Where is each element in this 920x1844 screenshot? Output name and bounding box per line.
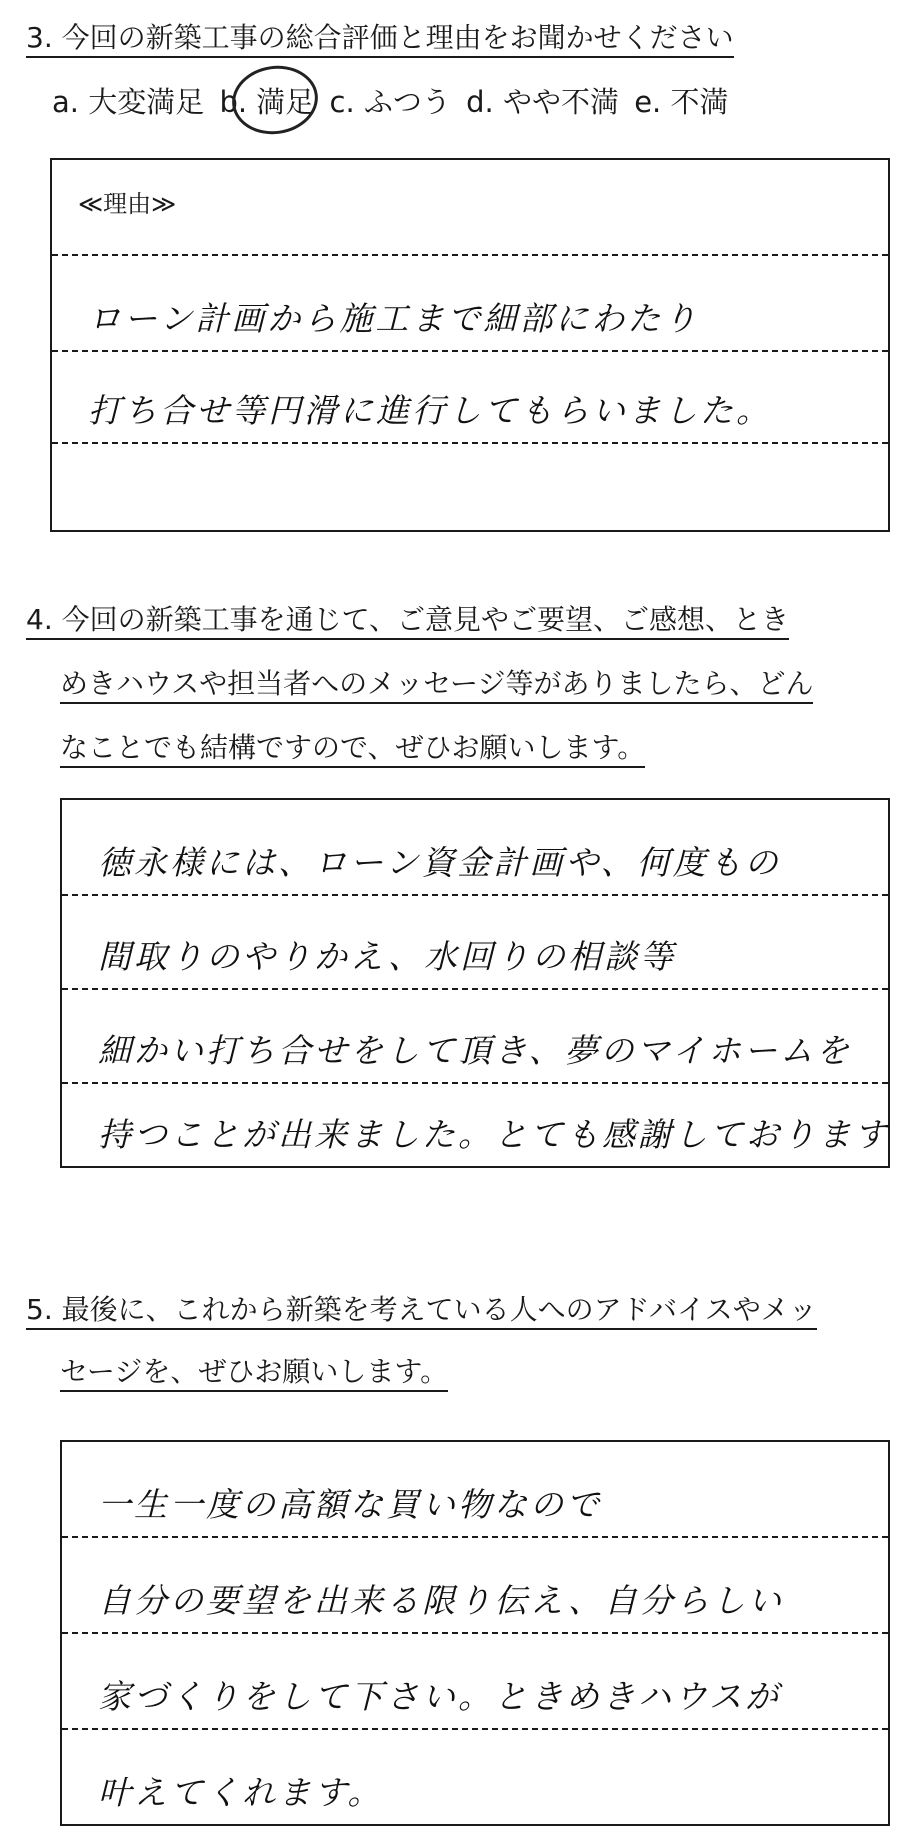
answer-line (52, 352, 888, 444)
q5-answer-box (60, 1440, 890, 1826)
option-c[interactable]: c. ふつう (329, 85, 451, 119)
question-4-line-1: 4. 今回の新築工事を通じて、ご意見やご要望、ご感想、とき (26, 600, 789, 640)
question-4-line-2: めきハウスや担当者へのメッセージ等がありましたら、どん (60, 664, 813, 704)
answer-line (62, 990, 888, 1084)
option-a[interactable]: a. 大変満足 (52, 85, 205, 119)
handwritten-text: 一生一度の高額な買い物なので (98, 1485, 602, 1524)
q4-answer-box (60, 798, 890, 1168)
answer-line (62, 1730, 888, 1824)
answer-line-empty (52, 444, 888, 530)
handwritten-text: 打ち合せ等円滑に進行してもらいました。 (88, 391, 772, 430)
reason-label-row (52, 160, 888, 256)
rating-options (52, 80, 734, 121)
answer-line (62, 1084, 888, 1166)
selected-option-circle (228, 60, 323, 139)
option-d[interactable]: d. やや不満 (466, 85, 619, 119)
answer-line (62, 1442, 888, 1538)
question-5-line-2: セージを、ぜひお願いします。 (60, 1352, 448, 1392)
answer-line (62, 1634, 888, 1730)
handwritten-text: 徳永様には、ローン資金計画や、何度もの (98, 843, 781, 882)
question-5-line-1: 5. 最後に、これから新築を考えている人へのアドバイスやメッ (26, 1290, 817, 1330)
answer-line (62, 1538, 888, 1634)
handwritten-text: 自分の要望を出来る限り伝え、自分らしい (98, 1581, 784, 1620)
handwritten-text: 持つことが出来ました。とても感謝しております (98, 1115, 890, 1154)
handwritten-text: 家づくりをして下さい。ときめきハウスが (98, 1677, 782, 1716)
question-3-text: 3. 今回の新築工事の総合評価と理由をお聞かせください (26, 21, 734, 58)
handwritten-text: 間取りのやりかえ、水回りの相談等 (98, 937, 676, 976)
handwritten-text: 叶えてくれます。 (98, 1773, 384, 1812)
question-4-line-3: なことでも結構ですので、ぜひお願いします。 (60, 728, 645, 768)
handwritten-text: ローン計画から施工まで細部にわたり (88, 299, 700, 338)
answer-line (52, 256, 888, 352)
handwritten-text: 細かい打ち合せをして頂き、夢のマイホームを (98, 1031, 853, 1070)
q3-answer-box (50, 158, 890, 532)
option-b[interactable]: b. 満足 (219, 85, 315, 119)
reason-label: ≪理由≫ (78, 190, 177, 218)
answer-line (62, 896, 888, 990)
question-3 (26, 18, 734, 58)
answer-line (62, 800, 888, 896)
option-e[interactable]: e. 不満 (634, 85, 729, 119)
